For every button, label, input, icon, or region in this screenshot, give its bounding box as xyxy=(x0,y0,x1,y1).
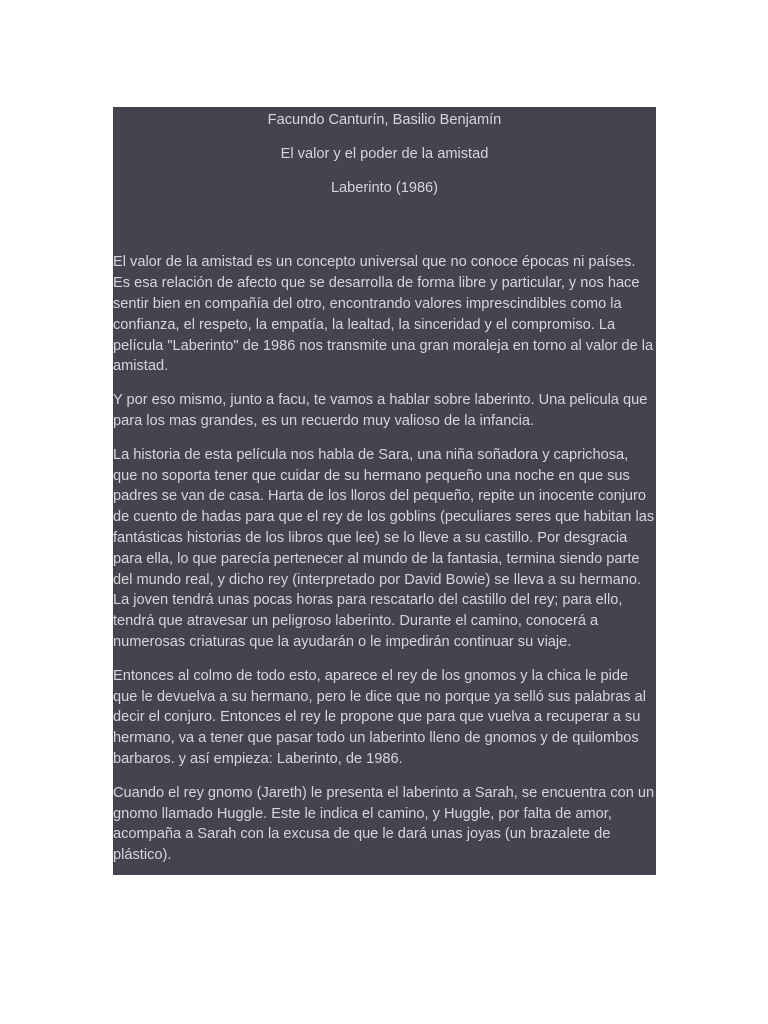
document-film-subtitle: Laberinto (1986) xyxy=(330,179,439,196)
paragraph: Cuando el rey gnomo (Jareth) le presenta el laberinto a Sarah, se encuentra con un gnomo llamado Huggle. Este le indica el camino, y Huggle, por falta de amor, acompaña a Sarah con la excusa de que le dará unas joyas (un brazalete de plástico). xyxy=(113,784,655,864)
document-title: El valor y el poder de la amistad xyxy=(280,145,489,162)
document-body xyxy=(113,252,656,866)
paragraph: La historia de esta película nos habla de Sara, una niña soñadora y caprichosa, que no soporta tener que cuidar de su hermano pequeño una noche en que sus padres se van de casa. Harta de los lloros del pequeño, repite un inocente conjuro de cuento de hadas para que el rey de los goblins (peculiares seres que habitan las fantásticas historias de los libros que lee) se lo lleve a su castillo. Por desgracia para ella, lo que parecía pertenecer al mundo de la fantasia, termina siendo parte del mundo real, y dicho rey (interpretado por David Bowie) se lleva a su hermano. La joven tendrá unas pocas horas para rescatarlo del castillo del rey; para ello, tendrá que atravesar un peligroso laberinto. Durante el camino, conocerá a numerosas criaturas que la ayudarán o le impedirán continuar su viaje. xyxy=(113,446,655,650)
paragraph: El valor de la amistad es un concepto universal que no conoce épocas ni países. Es esa relación de afecto que se desarrolla de forma libre y particular, y nos hace sentir bien en compañía del otro, encontrando valores imprescindibles como la confianza, el respeto, la empatía, la lealtad, la sinceridad y el compromiso. La película "Laberinto" de 1986 nos transmite una gran moraleja en torno al valor de la amistad. xyxy=(113,254,654,375)
document-page xyxy=(113,107,656,875)
paragraph: Entonces al colmo de todo esto, aparece el rey de los gnomos y la chica le pide que le devuelva a su hermano, pero le dice que no porque ya selló sus palabras al decir el conjuro. Entonces el rey le propone que para que vuelva a recuperar a su hermano, va a tener que pasar todo un laberinto lleno de gnomos y de quilombos barbaros. y así empieza: Laberinto, de 1986. xyxy=(113,667,647,767)
document-author: Facundo Canturín, Basilio Benjamín xyxy=(267,112,502,128)
paragraph: Y por eso mismo, junto a facu, te vamos a hablar sobre laberinto. Una pelicula que para los mas grandes, es un recuerdo muy valioso de la infancia. xyxy=(113,392,648,429)
